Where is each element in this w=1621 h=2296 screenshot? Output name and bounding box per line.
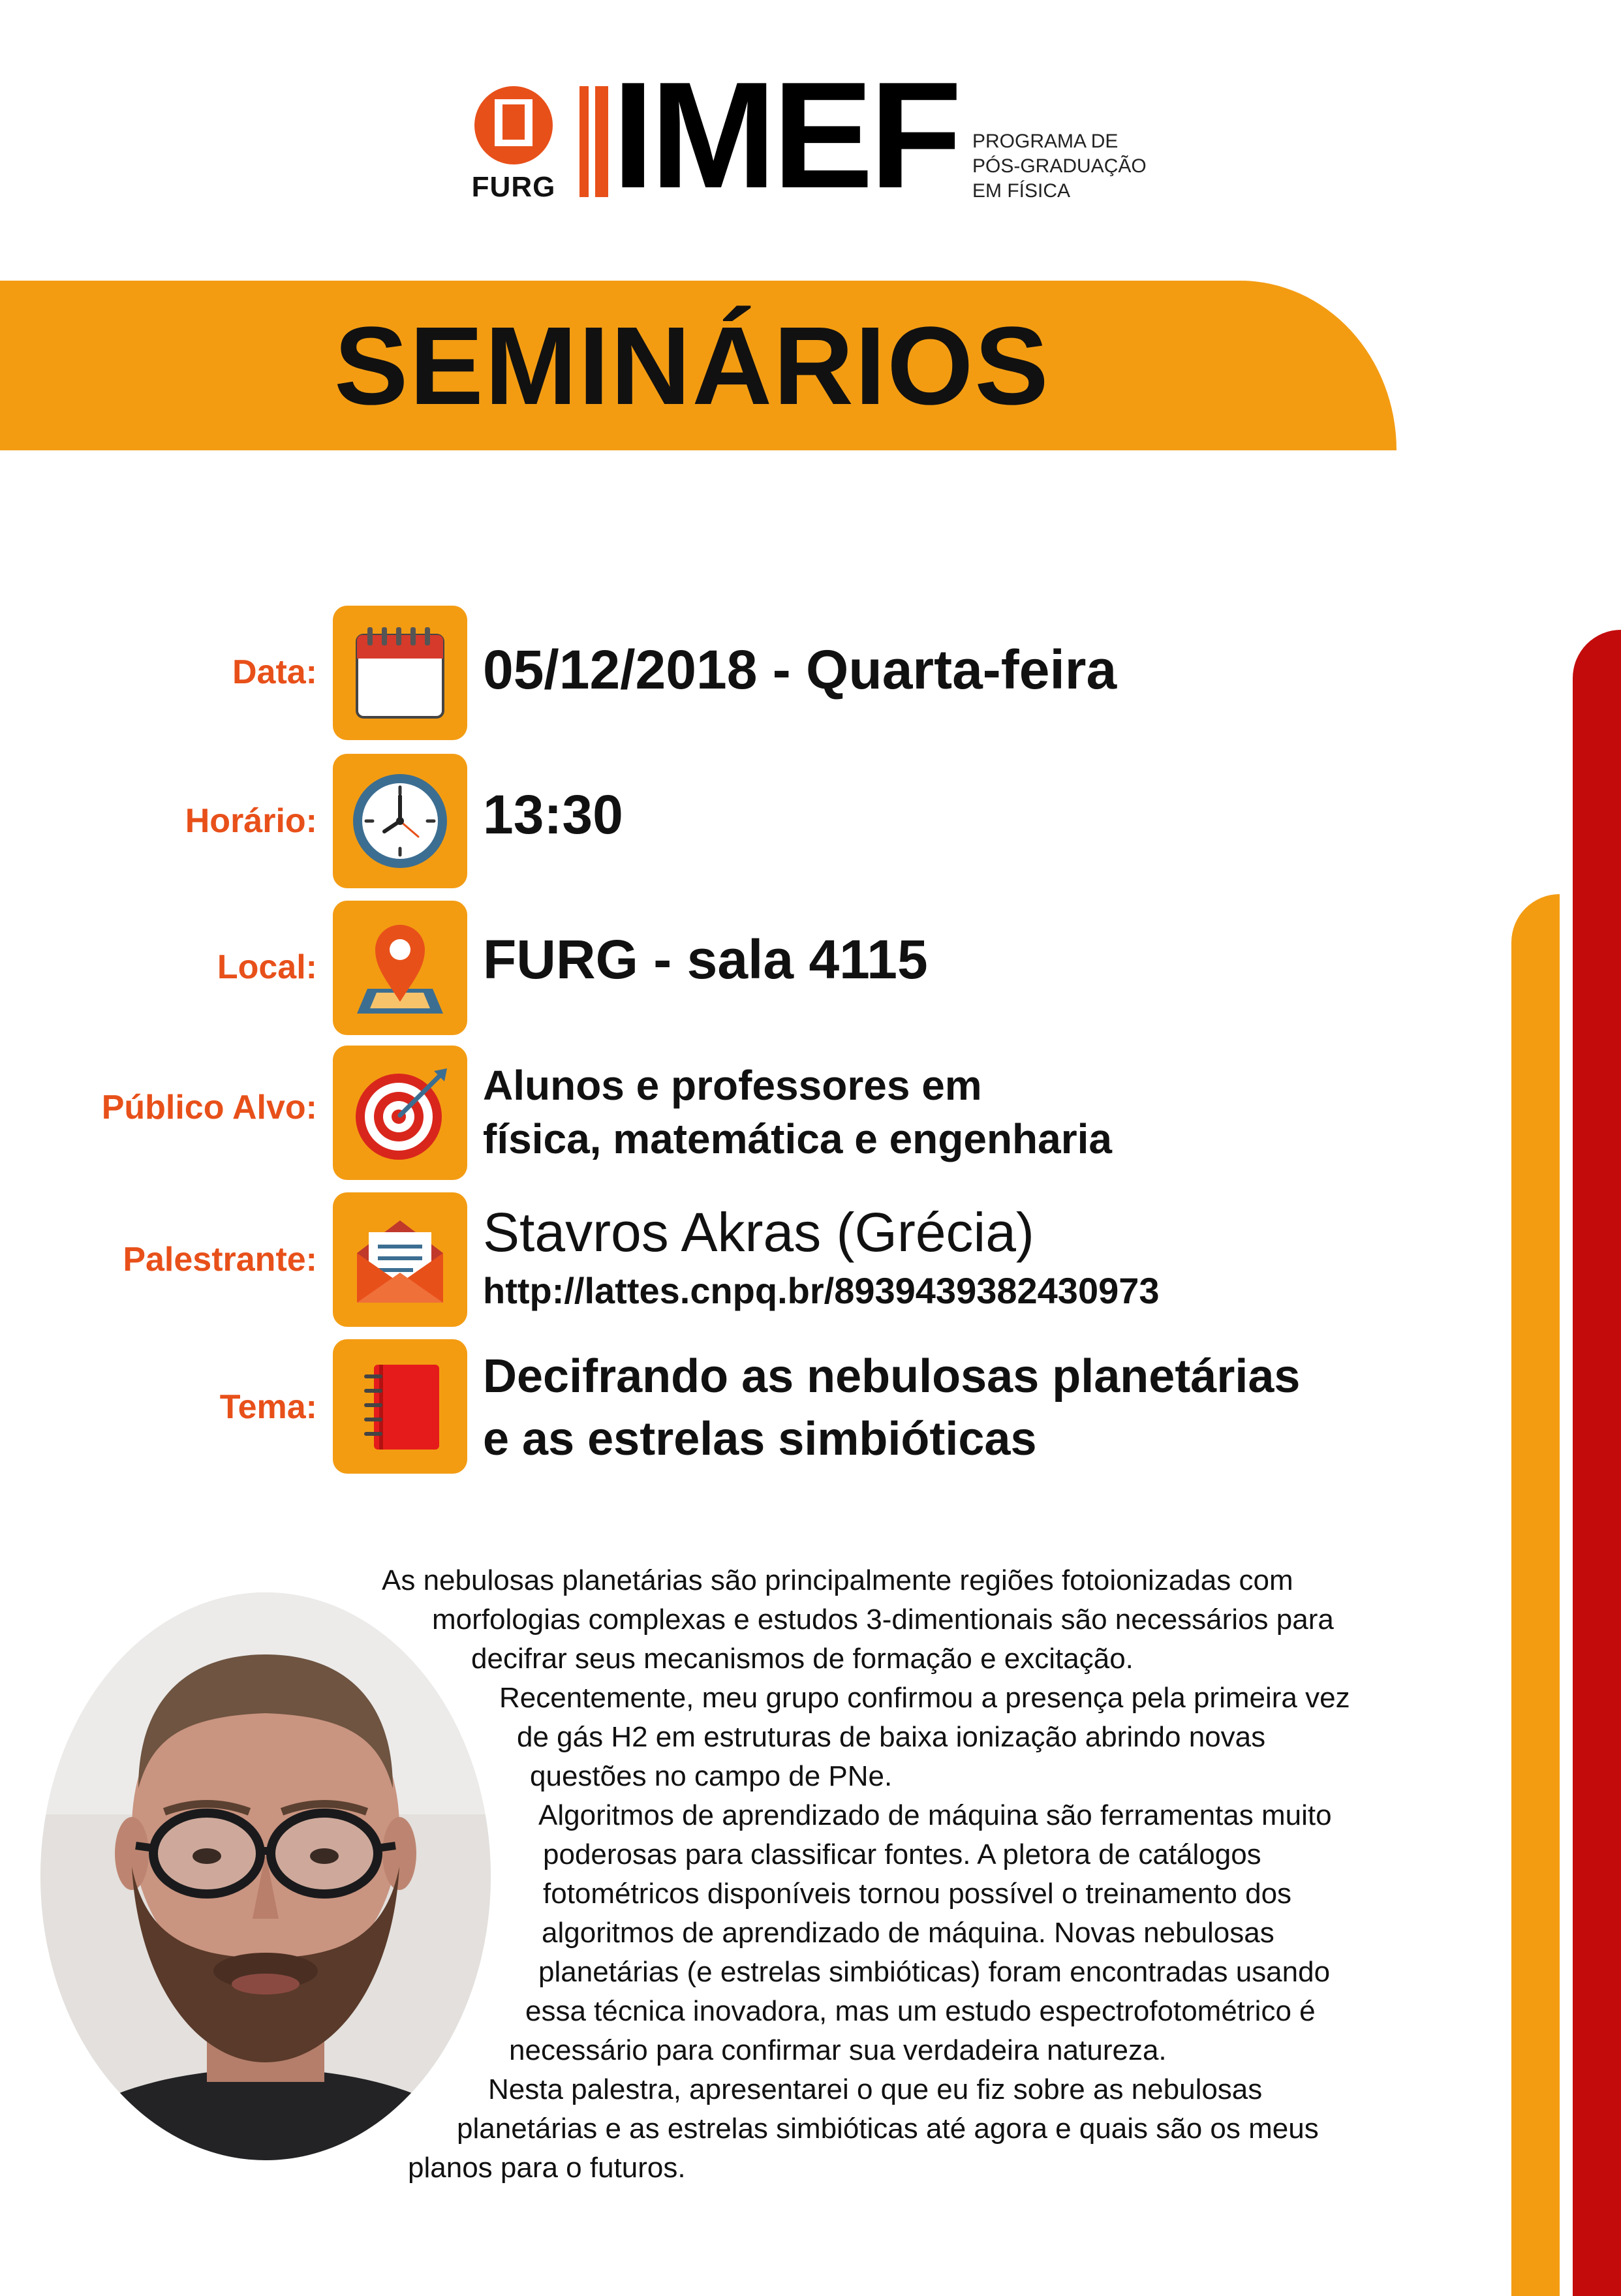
abstract-line: decifrar seus mecanismos de formação e excitação. [471, 1643, 1134, 1675]
map-pin-icon [348, 916, 452, 1020]
abstract-line: algoritmos de aprendizado de máquina. Novas nebulosas [542, 1917, 1274, 1949]
audience-line-1: Alunos e professores em [483, 1062, 982, 1109]
topic-label: Tema: [219, 1388, 317, 1426]
abstract-line: Algoritmos de aprendizado de máquina são ferramentas muito [538, 1799, 1332, 1831]
audience-line-2: física, matemática e engenharia [483, 1115, 1112, 1162]
abstract-line: planetárias (e estrelas simbióticas) foram encontradas usando [538, 1956, 1331, 1988]
location-icon-box [333, 901, 467, 1035]
date-value: 05/12/2018 - Quarta-feira [483, 639, 1117, 700]
target-icon [348, 1061, 452, 1165]
location-label: Local: [217, 948, 317, 986]
abstract-line: morfologias complexas e estudos 3-dimentionais são necessários para [432, 1604, 1334, 1636]
date-label: Data: [232, 653, 317, 691]
abstract-line: essa técnica inovadora, mas um estudo espectrofotométrico é [525, 1995, 1316, 2027]
decorative-red-stripe [1573, 630, 1621, 2296]
time-icon-box [333, 754, 467, 888]
speaker-photo [40, 1592, 491, 2160]
abstract-line: questões no campo de PNe. [530, 1760, 893, 1792]
clock-icon [348, 769, 452, 873]
abstract-line: poderosas para classificar fontes. A pletora de catálogos [543, 1838, 1261, 1870]
speaker-label: Palestrante: [123, 1241, 317, 1279]
abstract-line: planos para o futuros. [408, 2152, 686, 2184]
abstract-line: necessário para confirmar sua verdadeira natureza. [509, 2034, 1167, 2066]
topic-line-2: e as estrelas simbióticas [483, 1413, 1037, 1465]
location-value: FURG - sala 4115 [483, 929, 928, 990]
abstract-line: As nebulosas planetárias são principalmente regiões fotoionizadas com [382, 1564, 1293, 1596]
furg-wordmark: FURG [471, 171, 556, 203]
abstract-line: de gás H2 em estruturas de baixa ionização abrindo novas [517, 1721, 1266, 1753]
speaker-portrait-illustration [40, 1592, 491, 2160]
speaker-url[interactable]: http://lattes.cnpq.br/8939439382430973 [483, 1270, 1160, 1311]
program-line-1: PROGRAMA DE [972, 131, 1119, 152]
abstract-line: fotométricos disponíveis tornou possível o treinamento dos [543, 1878, 1292, 1910]
logo-bar-thin [579, 86, 589, 197]
program-line-3: EM FÍSICA [972, 180, 1071, 202]
time-label: Horário: [185, 802, 317, 840]
envelope-icon [348, 1207, 452, 1312]
abstract-line: planetárias e as estrelas simbióticas até agora e quais são os meus [457, 2113, 1319, 2145]
time-value: 13:30 [483, 784, 623, 845]
speaker-icon-box [333, 1192, 467, 1327]
decorative-orange-stripe [1511, 894, 1560, 2296]
program-line-2: PÓS-GRADUAÇÃO [972, 155, 1147, 177]
banner-title: SEMINÁRIOS [334, 304, 1050, 428]
topic-icon-box [333, 1339, 467, 1474]
date-icon-box [333, 606, 467, 740]
calendar-icon [348, 621, 452, 725]
abstract-line: Nesta palestra, apresentarei o que eu fiz sobre as nebulosas [488, 2073, 1263, 2105]
logo-bar-thick [595, 86, 608, 197]
imef-logo-text: IMEF [612, 51, 959, 220]
speaker-name: Stavros Akras (Grécia) [483, 1202, 1034, 1263]
audience-icon-box [333, 1046, 467, 1180]
topic-line-1: Decifrando as nebulosas planetárias [483, 1350, 1301, 1403]
program-name [972, 129, 1147, 204]
notebook-icon [348, 1354, 452, 1459]
abstract-line: Recentemente, meu grupo confirmou a presença pela primeira vez [499, 1682, 1350, 1714]
audience-label: Público Alvo: [101, 1089, 317, 1126]
